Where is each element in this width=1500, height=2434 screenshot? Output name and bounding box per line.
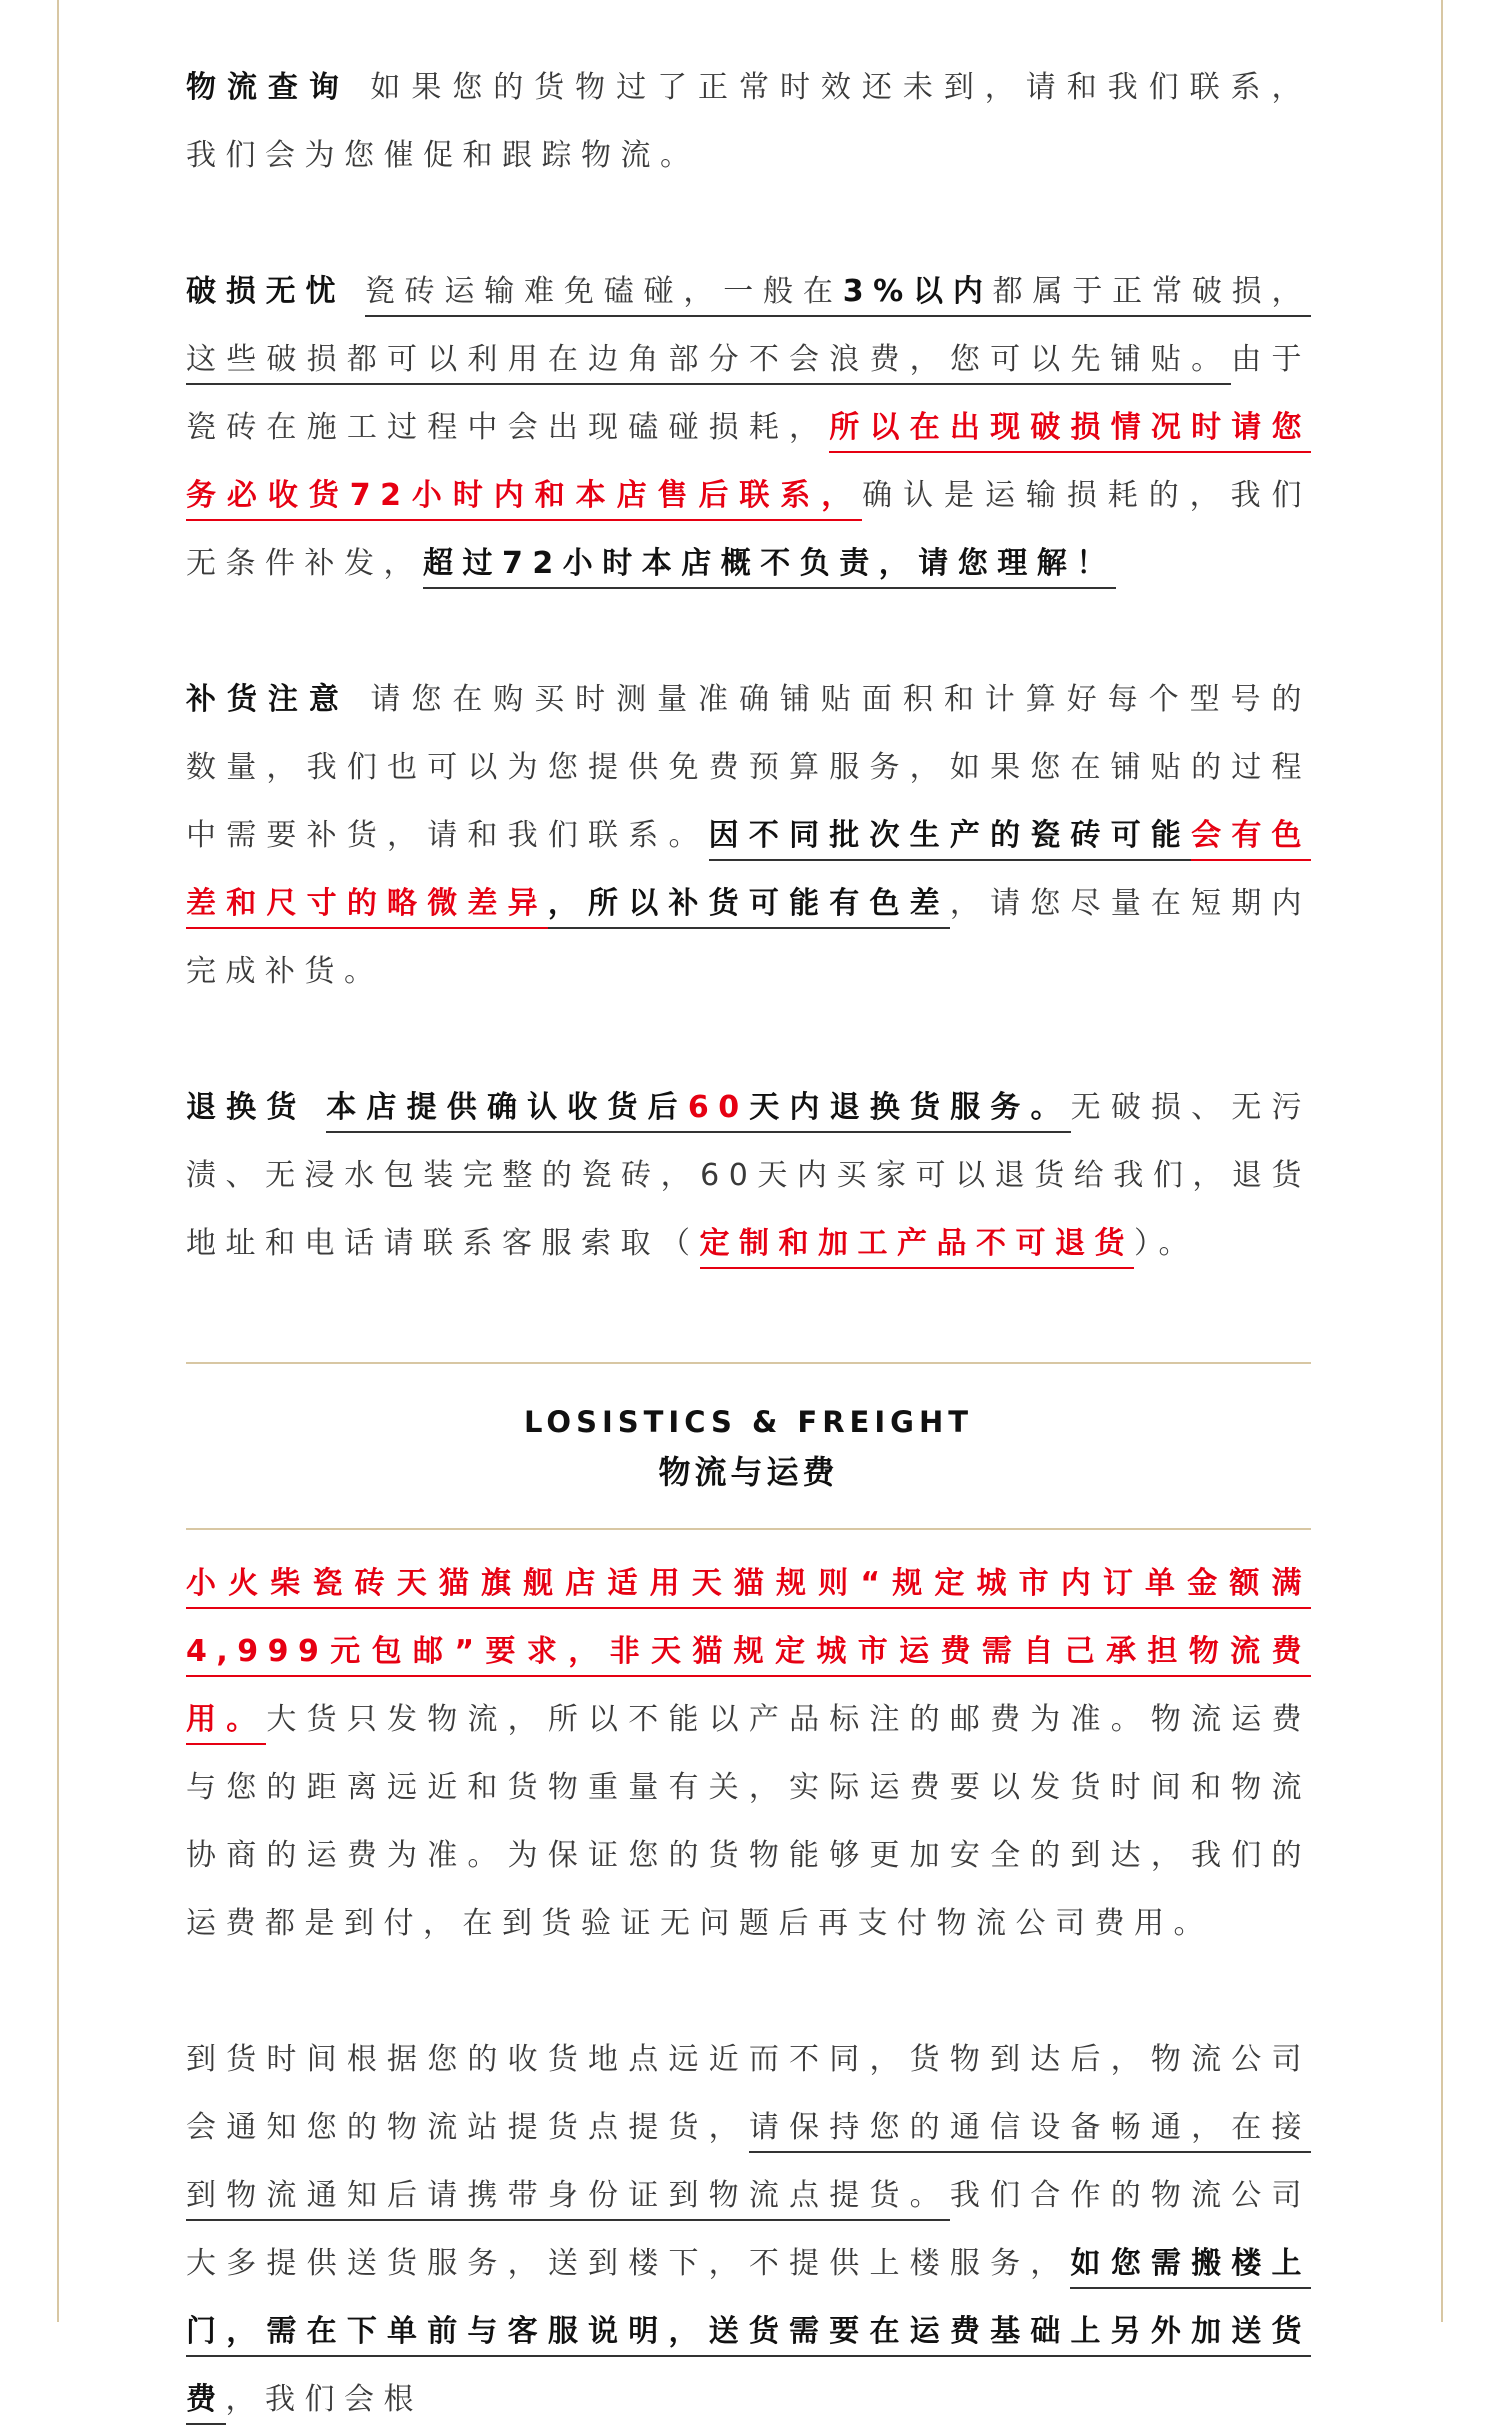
restock-text-1: 请您在购买时测量准确铺贴面积和计算好每个型号的数量，我们也可以为您提供免费预算服务，如果您在铺贴的过程中需要补货，请和我们联系。 [186,682,1312,853]
section-title-en: LOSISTICS & FREIGHT [523,1405,974,1439]
arrival-underlined: 请保持您的通信设备畅通，在接到物流通知后请携带身份证到物流点提货。 [186,2110,1311,2221]
restock-bold-1: 因不同批次生产的瓷砖可能 [709,818,1191,861]
damage-text-3: 由于瓷砖在施工过程中会出现磕碰损耗， [186,342,1312,445]
returns-red: 定制和加工产品不可退货 [700,1226,1135,1269]
arrival-text-1: 到货时间根据您的收货地点远近而不同，货物到达后，物流公司会通知您的物流站提货点提货， [186,2042,1311,2145]
section-title-zh: 物流与运费 [658,1453,839,1491]
damage-text-4: 确认是运输损耗的，我们无条件补发， [186,478,1311,581]
returns-paragraph [186,1074,1311,1278]
arrival-text-3: ，我们会根 [225,2382,423,2417]
restock-paragraph [186,666,1311,1006]
logistics-query-text: 如果您的货物过了正常时效还未到，请和我们联系，我们会为您催促和跟踪物流。 [186,70,1312,173]
restock-red: 会有色差和尺寸的略微差异 [186,818,1311,929]
restock-bold-2: ，所以补货可能有色差 [548,886,950,929]
returns-label: 退换货 [186,1090,307,1125]
damage-paragraph [186,258,1311,598]
damage-percent: 3%以内 [842,274,993,309]
damage-text-1: 瓷砖运输难免磕碰，一般在3%以内都属于正常破损，这些破损都可以利用在边角部分不会浪费，您可以先铺贴。 [186,274,1311,385]
returns-text-2: ）。 [1134,1226,1198,1261]
damage-red-warning: 所以在出现破损情况时请您务必收货72小时内和本店售后联系， [186,410,1311,521]
arrival-text-2: 我们合作的物流公司大多提供送货服务，送到楼下，不提供上楼服务， [186,2178,1312,2281]
returns-bold-1: 本店提供确认收货后60天内退换货服务。 [326,1090,1070,1133]
arrival-paragraph [186,2026,1311,2434]
right-border-line [1441,0,1443,2322]
section-heading [186,1364,1311,1528]
freight-text: 大货只发物流，所以不能以产品标注的邮费为准。物流运费与您的距离远近和货物重量有关，实际运费要以发货时间和物流协商的运费为准。为保证您的货物能够更加安全的到达，我们的运费都是到付，在到货验证无问题后再支付物流公司费用。 [186,1702,1312,1941]
arrival-bold: 如您需搬楼上门，需在下单前与客服说明，送货需要在运费基础上另外加送货费 [186,2246,1311,2425]
restock-label: 补货注意 [186,682,350,717]
damage-bold-end: 超过72小时本店概不负责，请您理解！ [423,546,1116,589]
returns-text-1: 无破损、无污渍、无浸水包装完整的瓷砖，60天内买家可以退货给我们，退货地址和电话请联系客服索取（ [186,1090,1312,1261]
left-border-line [57,0,59,2322]
logistics-query-label: 物流查询 [186,70,350,105]
freight-red: 小火柴瓷砖天猫旗舰店适用天猫规则“规定城市内订单金额满4,999元包邮”要求，非天猫规定城市运费需自己承担物流费用。 [186,1566,1311,1745]
logistics-query-paragraph [186,54,1311,190]
damage-label: 破损无忧 [186,274,346,309]
content [186,54,1311,2434]
returns-days: 60 [687,1090,749,1125]
freight-paragraph [186,1550,1311,1958]
restock-text-2: ，请您尽量在短期内完成补货。 [186,886,1312,989]
